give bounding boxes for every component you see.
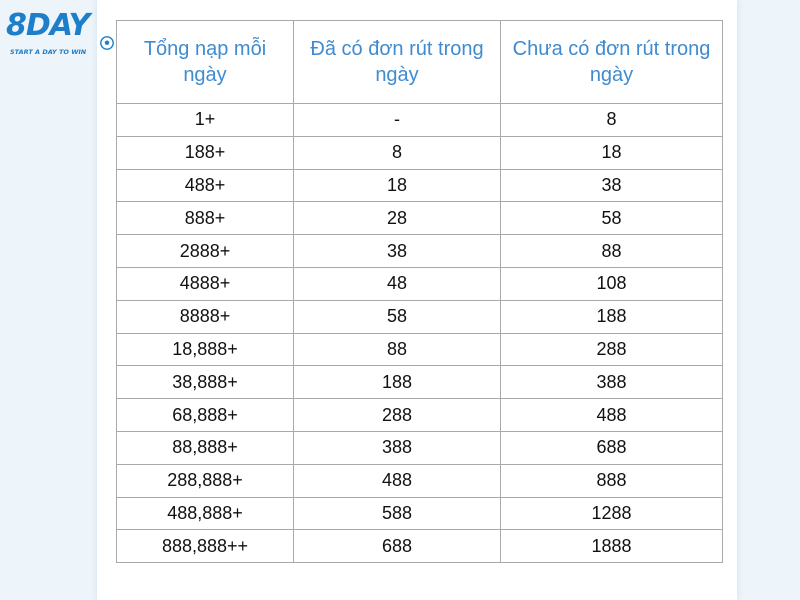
cell-with-withdrawal: 388 (294, 431, 501, 464)
cell-without-withdrawal: 288 (501, 333, 723, 366)
table-header-row (117, 21, 723, 104)
cell-with-withdrawal: 488 (294, 464, 501, 497)
cell-without-withdrawal: 38 (501, 169, 723, 202)
cell-with-withdrawal: - (294, 104, 501, 137)
cell-with-withdrawal: 688 (294, 530, 501, 563)
cell-with-withdrawal: 28 (294, 202, 501, 235)
cell-daily-deposit: 88,888+ (117, 431, 294, 464)
table-row (117, 300, 723, 333)
cell-with-withdrawal: 8 (294, 136, 501, 169)
cell-without-withdrawal: 888 (501, 464, 723, 497)
cell-daily-deposit: 1+ (117, 104, 294, 137)
table-row (117, 431, 723, 464)
table-row (117, 399, 723, 432)
cell-with-withdrawal: 88 (294, 333, 501, 366)
logo-wordmark: 8DAY (6, 8, 90, 43)
table-row (117, 202, 723, 235)
cell-daily-deposit: 4888+ (117, 267, 294, 300)
header-without-withdrawal: Chưa có đơn rút trong ngày (501, 21, 723, 104)
cell-with-withdrawal: 58 (294, 300, 501, 333)
cell-without-withdrawal: 18 (501, 136, 723, 169)
reward-table (116, 20, 723, 563)
table-row (117, 169, 723, 202)
cell-without-withdrawal: 688 (501, 431, 723, 464)
cell-with-withdrawal: 588 (294, 497, 501, 530)
cell-without-withdrawal: 188 (501, 300, 723, 333)
cell-daily-deposit: 18,888+ (117, 333, 294, 366)
logo-tagline: START A DAY TO WIN (10, 48, 87, 56)
cell-daily-deposit: 8888+ (117, 300, 294, 333)
cell-without-withdrawal: 8 (501, 104, 723, 137)
cell-without-withdrawal: 58 (501, 202, 723, 235)
cell-with-withdrawal: 18 (294, 169, 501, 202)
cell-with-withdrawal: 188 (294, 366, 501, 399)
table-row (117, 497, 723, 530)
table-row (117, 267, 723, 300)
cell-daily-deposit: 888+ (117, 202, 294, 235)
cell-without-withdrawal: 108 (501, 267, 723, 300)
cell-daily-deposit: 68,888+ (117, 399, 294, 432)
cell-without-withdrawal: 388 (501, 366, 723, 399)
soccer-ball-icon (100, 36, 114, 50)
cell-with-withdrawal: 288 (294, 399, 501, 432)
cell-daily-deposit: 38,888+ (117, 366, 294, 399)
header-with-withdrawal: Đã có đơn rút trong ngày (294, 21, 501, 104)
cell-without-withdrawal: 1888 (501, 530, 723, 563)
cell-daily-deposit: 2888+ (117, 235, 294, 268)
cell-daily-deposit: 288,888+ (117, 464, 294, 497)
table-body (117, 104, 723, 563)
cell-daily-deposit: 488+ (117, 169, 294, 202)
header-daily-deposit: Tổng nạp mỗi ngày (117, 21, 294, 104)
table-row (117, 464, 723, 497)
table-row (117, 235, 723, 268)
table-row (117, 104, 723, 137)
table-row (117, 333, 723, 366)
table-row (117, 366, 723, 399)
cell-without-withdrawal: 88 (501, 235, 723, 268)
brand-logo (6, 8, 118, 64)
table-row (117, 530, 723, 563)
cell-daily-deposit: 188+ (117, 136, 294, 169)
cell-without-withdrawal: 488 (501, 399, 723, 432)
cell-without-withdrawal: 1288 (501, 497, 723, 530)
cell-daily-deposit: 888,888++ (117, 530, 294, 563)
cell-daily-deposit: 488,888+ (117, 497, 294, 530)
table-row (117, 136, 723, 169)
cell-with-withdrawal: 48 (294, 267, 501, 300)
cell-with-withdrawal: 38 (294, 235, 501, 268)
